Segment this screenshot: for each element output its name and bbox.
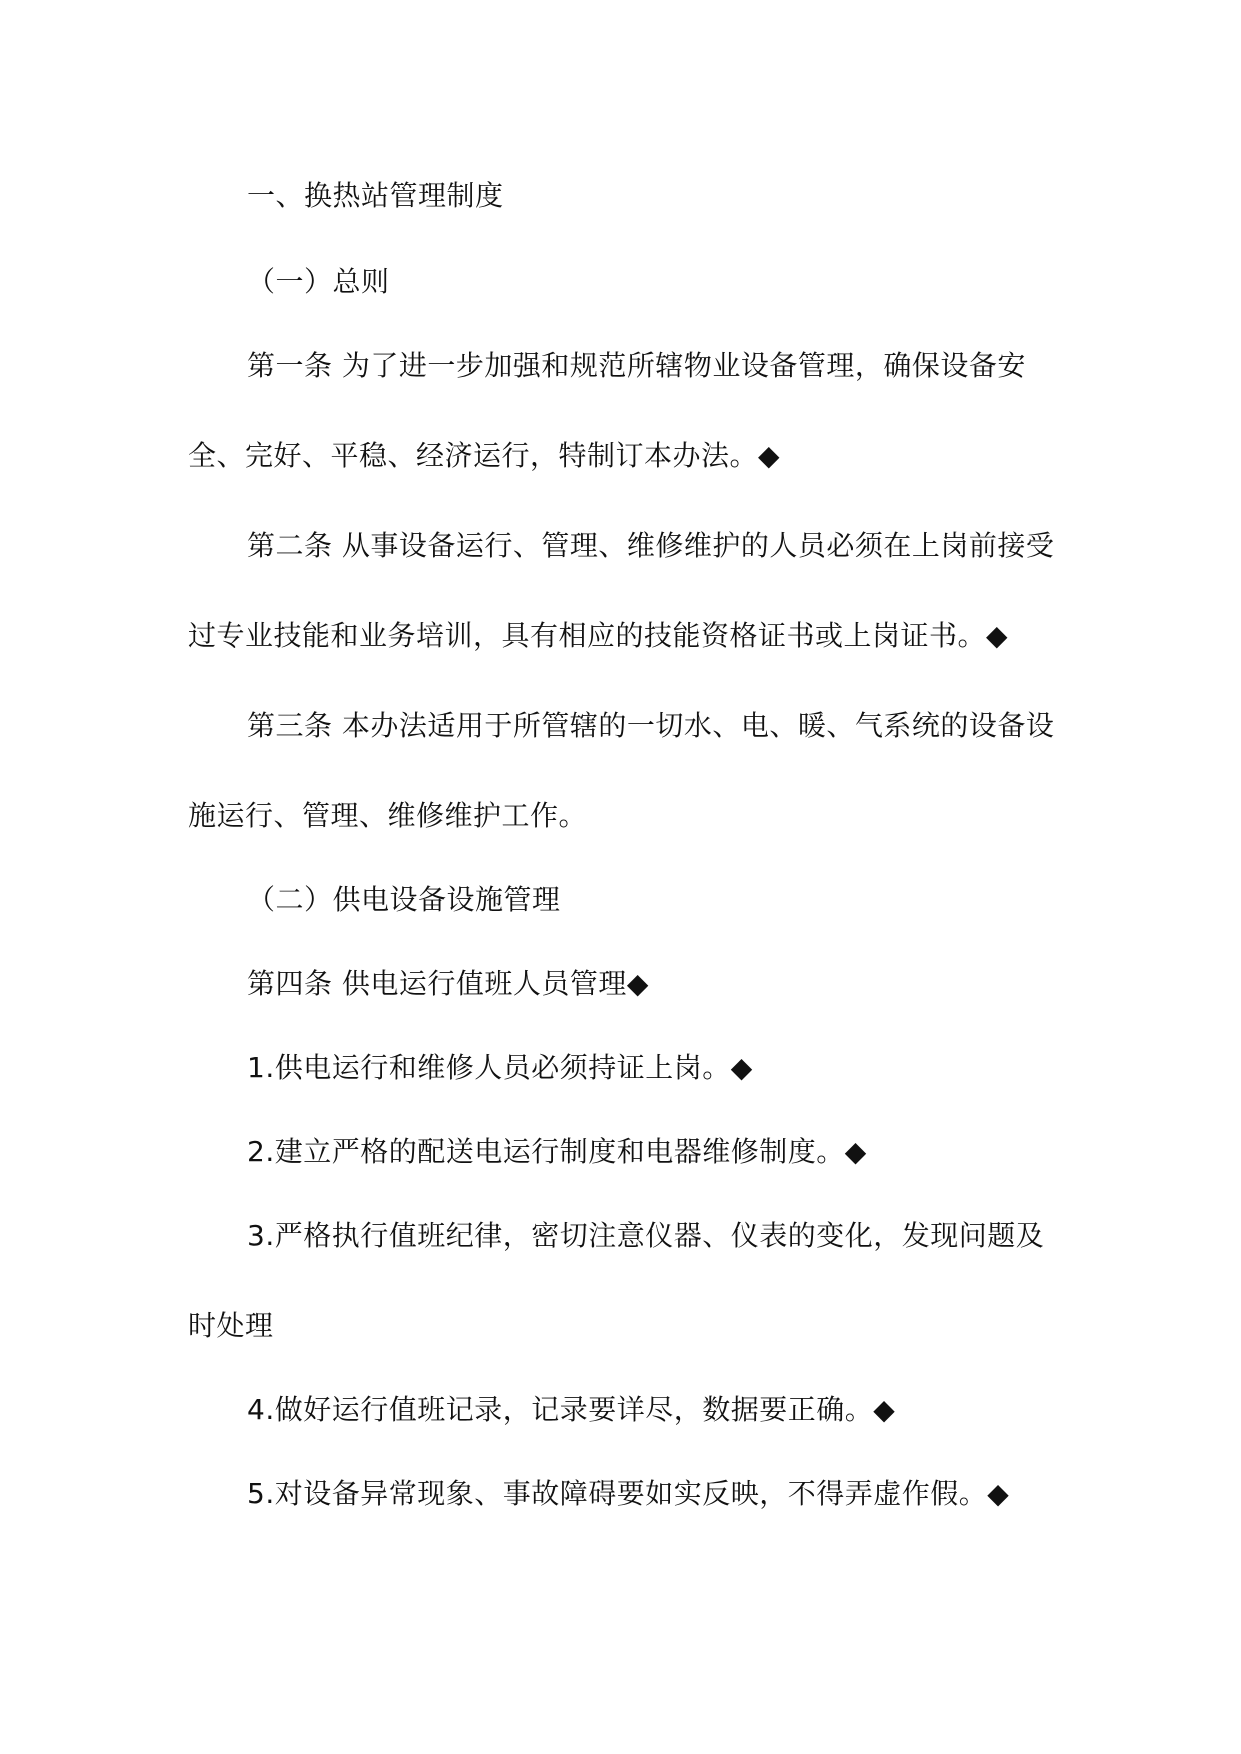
list-item: 1.供电运行和维修人员必须持证上岗。◆ <box>247 1051 753 1084</box>
list-item: 3.严格执行值班纪律，密切注意仪器、仪表的变化，发现问题及 <box>247 1219 1045 1252</box>
list-item-continuation: 时处理 <box>188 1309 274 1342</box>
subsection-heading: （二）供电设备设施管理 <box>247 883 561 916</box>
list-item: 4.做好运行值班记录，记录要详尽，数据要正确。◆ <box>247 1393 896 1426</box>
subsection-heading: （一）总则 <box>247 265 390 298</box>
list-item: 5.对设备异常现象、事故障碍要如实反映，不得弄虚作假。◆ <box>247 1477 1010 1510</box>
article-heading: 第四条 供电运行值班人员管理◆ <box>247 967 649 1000</box>
paragraph-line: 施运行、管理、维修维护工作。 <box>188 799 588 832</box>
section-heading: 一、换热站管理制度 <box>247 179 504 212</box>
paragraph-line: 全、完好、平稳、经济运行，特制订本办法。◆ <box>188 439 781 472</box>
paragraph-line: 第三条 本办法适用于所管辖的一切水、电、暖、气系统的设备设 <box>247 709 1055 742</box>
paragraph-line: 过专业技能和业务培训，具有相应的技能资格证书或上岗证书。◆ <box>188 619 1009 652</box>
paragraph-line: 第一条 为了进一步加强和规范所辖物业设备管理，确保设备安 <box>247 349 1026 382</box>
list-item: 2.建立严格的配送电运行制度和电器维修制度。◆ <box>247 1135 867 1168</box>
paragraph-line: 第二条 从事设备运行、管理、维修维护的人员必须在上岗前接受 <box>247 529 1055 562</box>
